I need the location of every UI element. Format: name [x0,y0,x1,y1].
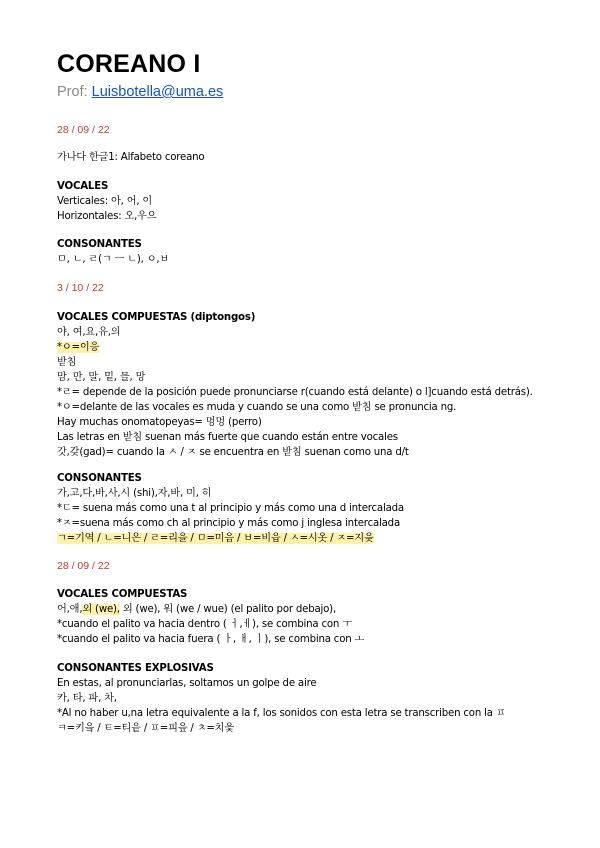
text-line: 갓,갖(gad)= cuando la ㅅ / ㅈ se encuentra en 받침 suenan como una d/t [57,447,409,458]
professor-line [57,84,223,100]
text-line: *ㄷ= suena más como una t al principio y más como una d intercalada [57,503,404,514]
section-date-2: 3 / 10 / 22 [57,282,104,294]
vocales-compuestas-heading: VOCALES COMPUESTAS [57,589,188,600]
consonantes-heading: CONSONANTES [57,473,142,484]
highlighted-text: 외 (we), [82,604,120,615]
page-title: COREANO I [57,50,201,78]
professor-label: Prof: [57,84,92,100]
text-line: *ㄹ= depende de la posición puede pronunciarse r(cuando está delante) o l]cuando está detrás). [57,387,533,398]
text-line [57,602,557,617]
section-3-vocales-compuestas [57,587,557,647]
text-line: Las letras en 받침 suenan más fuerte que cuando están entre vocales [57,432,398,443]
text-fragment: 어,애, [57,604,83,615]
vocales-heading: VOCALES [57,181,109,192]
text-line [57,531,557,546]
section-date-3: 28 / 09 / 22 [57,560,110,572]
text-line: ㅁ, ㄴ, ㄹ(ㄱ ㅡ ㄴ), ㅇ,ㅂ [57,254,170,265]
section-2-vocales-compuestas [57,310,557,460]
vocales-compuestas-heading: VOCALES COMPUESTAS (diptongos) [57,312,256,323]
text-line: 받침 [57,357,77,368]
text-line: Verticales: 아, 어, 이 [57,196,153,207]
highlighted-text: *ㅇ=이응 [57,342,100,353]
text-line: Horizontales: 오,우으 [57,211,157,222]
text-line: Hay muchas onomatopeyas= 멍멍 (perro) [57,417,262,428]
text-fragment: 외 (we), 워 (we / wue) (el palito por debajo), [119,604,336,615]
text-line: *ㅈ=suena más como ch al principio y más como j inglesa intercalada [57,518,400,529]
text-line: ㅋ=키읔 / ㅌ=티읕 / ㅍ=피읖 / ㅊ=치읓 [57,723,234,734]
section-date-1: 28 / 09 / 22 [57,124,110,136]
text-line: 맘, 만, 말, 밑, 믈, 망 [57,372,146,383]
intro-line: 가나다 한글1: Alfabeto coreano [57,152,205,163]
section-2-consonantes [57,471,557,546]
highlighted-text: ㄱ=기역 / ㄴ=니은 / ㄹ=리을 / ㅁ=미음 / ㅂ=비읍 / ㅅ=시옷 / ㅈ=지읒 [57,533,374,544]
section-3-consonantes-explosivas [57,661,557,736]
text-line: *cuando el palito va hacia fuera ( ㅏ, ㅐ, ㅣ), se combina con ㅗ [57,634,365,645]
consonantes-explosivas-heading: CONSONANTES EXPLOSIVAS [57,663,214,674]
text-line: *ㅇ=delante de las vocales es muda y cuando se una como 받침 se pronuncia ng. [57,402,457,413]
professor-email-link[interactable]: Luisbotella@uma.es [91,84,224,100]
text-line [57,340,557,355]
text-line: 야, 여,요,유,의 [57,327,121,338]
text-line: *Al no haber u,na letra equivalente a la f, los sonidos con esta letra se transcriben con la ㅍ [57,708,506,719]
text-line: En estas, al pronunciarlas, soltamos un golpe de aire [57,678,317,689]
text-line: 가,고,다,바,사,시 (shi),자,바, 미, 히 [57,488,212,499]
section-1-vocales [57,179,557,224]
text-line: *cuando el palito va hacia dentro ( ㅓ,ㅔ), se combina con ㅜ [57,619,352,630]
section-1-consonantes [57,237,557,267]
section-1-intro [57,150,557,165]
text-line: 카, 타, 파, 차, [57,693,117,704]
consonantes-heading: CONSONANTES [57,239,142,250]
